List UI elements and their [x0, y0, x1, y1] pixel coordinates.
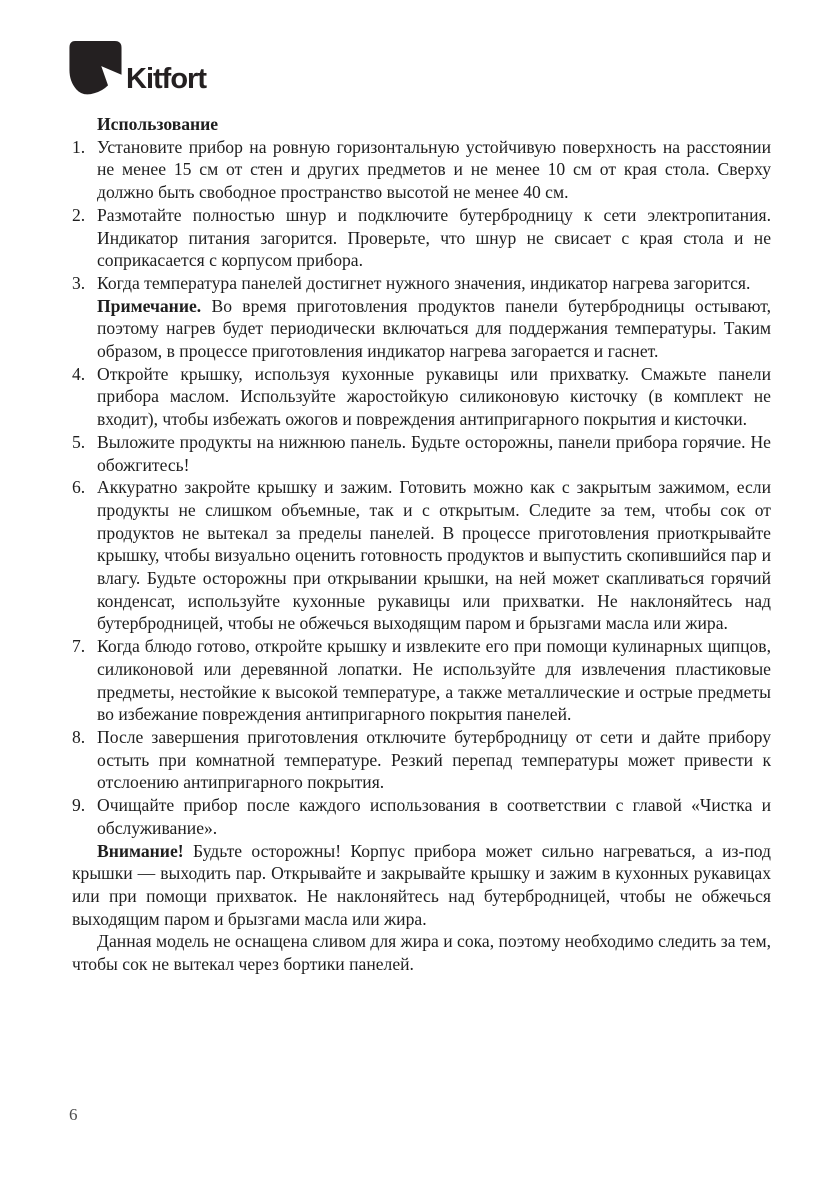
list-item [72, 363, 771, 431]
step-number: 5. [72, 431, 86, 452]
note-label: Примечание. [97, 295, 202, 316]
step-text: Аккуратно закройте крышку и зажим. Готовить можно как с закрытым зажимом, если продукты не слишком объемные, так и с открытым. Следите за тем, чтобы сок от продуктов не вытекал за пределы панелей. В процессе приготовления приоткрывайте крышку, чтобы визуально оценить готовность продуктов и выпустить скопившийся пар и влагу. Будьте осторожны при открывании крышки, на ней может скапливаться горячий конденсат, используйте кухонные рукавицы или прихватки. Не наклоняйтесь над бутербродницей, чтобы не обжечься выходящим паром и брызгами масла или жира. [97, 477, 771, 634]
step-number: 8. [72, 726, 86, 747]
step-number: 6. [72, 477, 86, 498]
note-text: Во время приготовления продуктов панели бутербродницы остывают, поэтому нагрев будет периодически включаться для поддержания температуры. Таким образом, в процессе приготовления индикатор нагрева загорается и гаснет. [97, 295, 771, 362]
list-item [72, 204, 771, 272]
step-text: Установите прибор на ровную горизонтальную устойчивую поверхность на расстоянии не менее 15 см от стен и других предметов и не менее 10 см от края стола. Сверху должно быть свободное пространство высотой не менее 40 см. [97, 136, 771, 203]
closing-paragraph: Данная модель не оснащена сливом для жира и сока, поэтому необходимо следить за тем, чтобы сок не вытекал через бортики панелей. [72, 931, 771, 975]
step-text: Когда блюдо готово, откройте крышку и извлеките его при помощи кулинарных щипцов, силиконовой или деревянной лопатки. Не используйте для извлечения пластиковые предметы, нестойкие к высокой температуре, а также металлические и острые предметы во избежание повреждения антипригарного покрытия панелей. [97, 636, 771, 725]
step-number: 9. [72, 795, 86, 816]
warning-label: Внимание! [97, 840, 184, 861]
list-item [72, 726, 771, 794]
warning-paragraph [72, 840, 771, 931]
step-text: Выложите продукты на нижнюю панель. Будьте осторожны, панели прибора горячие. Не обожгитесь! [97, 431, 771, 475]
step-number: 2. [72, 204, 86, 225]
step-number: 7. [72, 636, 86, 657]
step-text: После завершения приготовления отключите бутербродницу от сети и дайте прибору остыть при комнатной температуре. Резкий перепад температуры может привести к отслоению антипригарного покрытия. [97, 726, 771, 793]
list-item [72, 476, 771, 635]
list-item [72, 794, 771, 839]
section-heading: Использование [97, 114, 219, 134]
list-item [72, 635, 771, 726]
usage-section [72, 113, 771, 976]
step-text: Когда температура панелей достигнет нужного значения, индикатор нагрева загорится. [97, 272, 751, 293]
step-text: Размотайте полностью шнур и подключите бутербродницу к сети электропитания. Индикатор питания загорится. Проверьте, что шнур не свисает с края стола и не соприкасается с корпусом прибора. [97, 204, 771, 271]
step-text: Откройте крышку, используя кухонные рукавицы или прихватку. Смажьте панели прибора маслом. Используйте жаростойкую силиконовую кисточку (в комплект не входит), чтобы избежать ожогов и повреждения антипригарного покрытия и кисточки. [97, 363, 771, 430]
page-number: 6 [69, 1105, 78, 1124]
list-item [72, 272, 771, 363]
step-number: 1. [72, 136, 86, 157]
kitfort-logo-icon [67, 41, 123, 95]
list-item [72, 136, 771, 204]
warning-text: Будьте осторожны! Корпус прибора может сильно нагреваться, а из-под крышки — выходить пар. Открывайте и закрывайте крышку и зажим в кухонных рукавицах или при помощи прихваток. Не наклоняйтесь над бутербродницей, чтобы не обжечься выходящим паром и брызгами масла или жира. [72, 840, 771, 929]
kitfort-logo-text: Kitfort [126, 63, 206, 95]
kitfort-logo [67, 41, 206, 95]
usage-steps [72, 136, 771, 840]
step-number: 4. [72, 363, 86, 384]
step-text: Очищайте прибор после каждого использования в соответствии с главой «Чистка и обслуживание». [97, 795, 771, 838]
list-item [72, 431, 771, 476]
step-number: 3. [72, 272, 86, 293]
note-paragraph [97, 295, 771, 363]
